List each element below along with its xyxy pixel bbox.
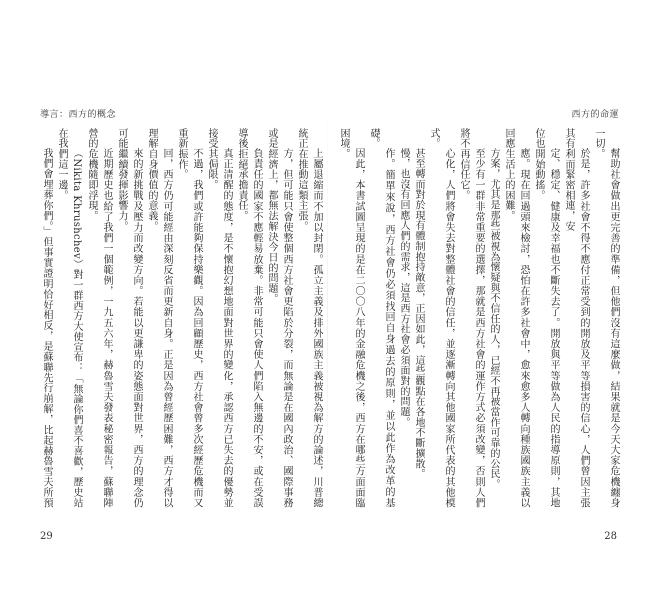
right-paragraph: 至少有一群非常重要的選擇，那就是西方社會的運作方式必須改變，否則人們將不再信任它。: [458, 128, 484, 508]
right-paragraph: 應。現在回過頭來檢討，恐怕在許多社會中，愈來愈多人轉向種族國族主義以回應生活上的困難。: [503, 128, 529, 508]
left-paragraph: 不過，我們或許能夠保持樂觀。因為回顧歷史，西方社會曾多次經歷危機而又重新振作。: [176, 128, 202, 508]
right-page-number: 28: [604, 531, 617, 542]
left-paragraph: （Nikita Khrushchev）對一群西方大使宣布：「無論你們喜不喜歡，歷史站在我們這一邊。: [56, 128, 82, 508]
left-paragraph: 近期歷史也給了我們一個範例，一九五六年，赫魯雪夫發表秘密報告，蘇聯陣營的危機隨即浮現。: [86, 128, 112, 508]
right-paragraph: 甚至轉而對於現有體制抱持敵意，正因如此，這些觀點在各地不斷擴散。: [413, 148, 424, 480]
left-page-number: 29: [40, 531, 53, 542]
right-paragraph: 心化，人們將會失去對整體社會的信任，並逐漸轉向其他國家所代表的其他模式。: [428, 128, 454, 508]
left-paragraph: 負責任的國家不應輕易放棄。非常可能只會使人們陷入無邊的不安，或在受誤導後拒絕承擔責任。: [236, 128, 262, 508]
left-running-head: 導言：西方的概念: [40, 110, 117, 120]
right-paragraph: 慢，也沒有回應人們的需求，這是西方社會必須面對的問題。: [398, 148, 409, 428]
right-paragraph: 於是，許多社會不得不應付正常受到的開放及平等損害的信心，人們曾因主張其有利而緊密相連，安: [563, 128, 589, 508]
left-paragraph: 上屬退縮而不加以封閉。孤立主義及排外國族主義被視為解方的論述，川普總統正在推動這類主張。: [296, 128, 322, 508]
right-paragraph: 方案，尤其是那些被視為懷疑與不信任的人，已經不再被當作可靠的公民。: [488, 148, 499, 490]
right-paragraph: [335, 128, 336, 508]
right-page-body: [335, 128, 621, 508]
left-paragraph: 來的新挑戰及壓力而改變方向。若能以更謙卑的姿態面對世界，西方的理念仍可能繼續發揮影響力。: [116, 128, 142, 508]
left-paragraph: 回，西方仍可能經由深刻反省而更新自身。正是因為曾經歷困難，西方才得以理解自身價值的意義。: [146, 128, 172, 508]
left-paragraph: 我們會埋葬你們。」但事實證明恰好相反，是蘇聯先行崩解，比起赫魯雪夫所預: [41, 148, 52, 508]
left-paragraph: 真正清醒的態度，是不懷抱幻想地面對世界的變化，承認西方已失去的優勢並接受其侷限。: [206, 128, 232, 508]
page-gutter: [327, 95, 328, 535]
right-paragraph: 幫助社會做出更完善的準備，但他們沒有這麼做，結果就是今天大家危機纏身一切。: [593, 128, 619, 508]
right-paragraph: 定、穩定、健康及幸福也不斷失去了。開放與平等做為人民的指導原則，其地位也開始動搖。: [533, 128, 559, 508]
right-paragraph: 作。簡單來說，西方社會仍必須找回自身過去的原則，並以此作為改革的基礎。: [368, 128, 394, 508]
left-page-body: [38, 128, 324, 508]
right-paragraph: 因此，本書試圖呈現的是在二〇〇八年的金融危機之後，西方在哪些方面面臨困境。: [338, 128, 364, 508]
left-paragraph: 方，但可能只會使整個西方社會更陷於分裂，而無論是在國內政治、國際事務或是經濟上，都無法解決今日的問題。: [266, 128, 292, 508]
right-running-head: 西方的命運: [571, 110, 619, 120]
